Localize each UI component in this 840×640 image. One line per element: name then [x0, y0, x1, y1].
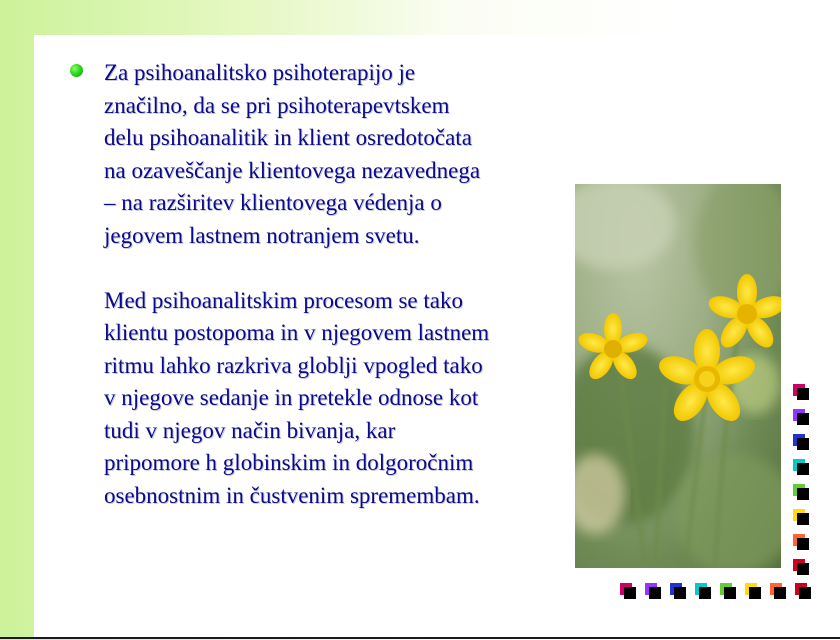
decor-square-column: [793, 409, 805, 421]
decor-square-column: [793, 484, 805, 496]
paragraph-2: Med psihoanalitskim procesom se tako klientu postopoma in v njegovem lastnem ritmu lahko razkriva globlji vpogled tako v njegove sedanje in pretekle odnose kot tudi v njegov način bivanja, kar pripomore h globinskim in dolgoročnim osebnostnim in čustvenim spremembam.: [104, 287, 490, 508]
decor-square-row: [670, 583, 682, 595]
bullet-dot-icon: [70, 64, 83, 77]
decor-square-row: [770, 583, 782, 595]
decor-square-row: [645, 583, 657, 595]
bottom-divider: [0, 637, 840, 639]
decor-square-row: [745, 583, 757, 595]
decor-square-column: [793, 459, 805, 471]
decor-square-row: [720, 583, 732, 595]
slide-body-text: [104, 57, 564, 512]
decor-square-row: [620, 583, 632, 595]
paragraph-1: Za psihoanalitsko psihoterapijo je značilno, da se pri psihoterapevtskem delu psihoanalitik in klient osredotočata na ozaveščanje klientovega nezavednega – na razširitev klientovega védenja o jegovem lastnem notranjem svetu.: [104, 60, 481, 248]
decor-square-row: [795, 583, 807, 595]
decor-square-column: [793, 534, 805, 546]
decor-square-column: [793, 509, 805, 521]
yellow-flowers-photo: [575, 184, 781, 568]
decor-square-row: [695, 583, 707, 595]
decor-square-column: [793, 559, 805, 571]
decor-square-column: [793, 434, 805, 446]
decor-square-column: [793, 384, 805, 396]
